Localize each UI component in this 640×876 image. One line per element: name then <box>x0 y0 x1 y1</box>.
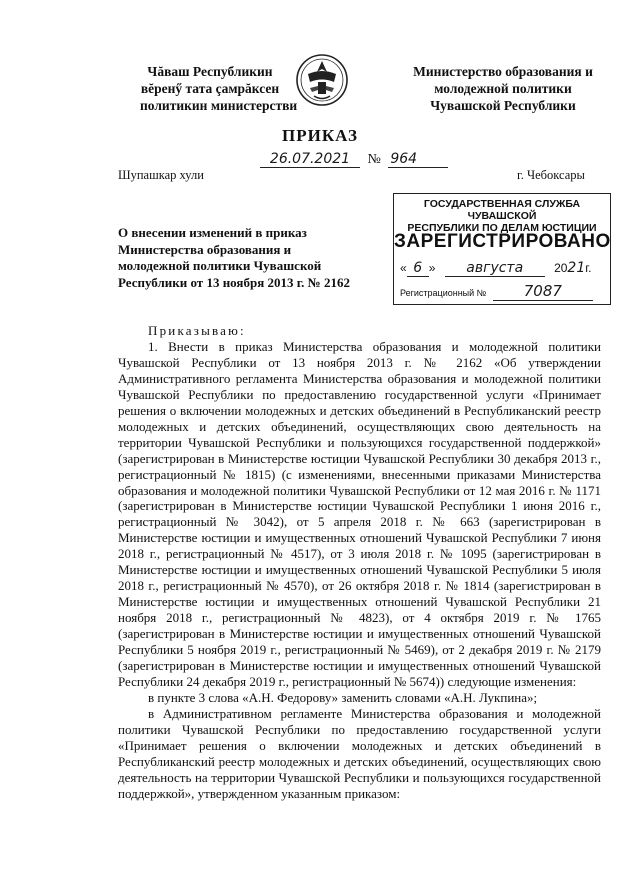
stamp-reg-label: Регистрационный № <box>400 288 487 298</box>
subject-line: молодежной политики Чувашской <box>118 258 322 273</box>
stamp-year-prefix: 20 <box>554 261 568 275</box>
ministry-name-chuvash-line: Чăваш Республикин <box>147 64 273 79</box>
stamp-date <box>400 260 592 277</box>
order-date-number <box>260 151 448 168</box>
body-paragraph-2: в пункте 3 слова «А.Н. Федорову» заменить словами «А.Н. Лукпина»; <box>148 689 538 705</box>
stamp-reg-number: 7087 <box>493 282 593 301</box>
stamp-day: 6 <box>407 260 429 277</box>
ministry-name-chuvash-line: политикин министерстви <box>140 98 298 113</box>
stamp-registered-label: ЗАРЕГИСТРИРОВАНО <box>394 231 611 252</box>
ministry-name-chuvash <box>140 63 298 114</box>
stamp-close-quote: » <box>428 261 436 275</box>
stamp-open-quote: « <box>400 261 407 275</box>
stamp-organization-line: РЕСПУБЛИКИ ПО ДЕЛАМ ЮСТИЦИИ <box>407 222 597 234</box>
order-directive: Приказываю: <box>148 323 246 338</box>
place-russian: г. Чебоксары <box>517 168 585 182</box>
coat-of-arms-emblem <box>294 52 350 108</box>
stamp-registration-line <box>400 282 593 301</box>
subject-line: О внесении изменений в приказ <box>118 225 307 240</box>
registration-stamp <box>393 193 611 305</box>
order-subject <box>118 225 364 291</box>
place-chuvash: Шупашкар хули <box>118 168 204 182</box>
order-date: 26.07.2021 <box>260 151 360 168</box>
stamp-organization-line: ГОСУДАРСТВЕННАЯ СЛУЖБА ЧУВАШСКОЙ <box>423 198 581 222</box>
order-body <box>118 323 601 802</box>
stamp-year-unit: г. <box>585 261 592 275</box>
ministry-name-russian <box>410 63 596 114</box>
body-paragraph-1: 1. Внести в приказ Министерства образования и молодежной политики Чувашской Республики от 13 ноября 2013 г. № 2162 «Об утверждении Административного регламента Министерства образования и молодежной политики Чувашской Республики по предоставлению государственной услуги «Принимает решения о включении молодежных и детских объединений в Республиканский реестр молодежных и детских объединений, осуществляющих свою деятельность на территории Чувашской Республики и пользующихся государственной поддержкой» (зарегистрирован в Министерстве юстиции Чувашской Республики 30 декабря 2013 г., регистрационный № 1815) (с изменениями, внесенными приказами Министерства образования и молодежной политики Чувашской Республики от 12 мая 2016 г. № 1171 (зарегистрирован в Министерстве юстиции Чувашской Республики 1 июня 2016 г., регистрационный № 3042), от 5 апреля 2018 г. № 663 (зарегистрирован в Министерстве юстиции и имущественных отношений Чувашской Республики 7 июня 2018 г., регистрационный № 4517), от 3 июля 2018 г. № 1095 (зарегистрирован в Министерстве юстиции и имущественных отношений Чувашской Республики 5 июля 2018 г., регистрационный № 4570), от 26 октября 2018 г. № 1814 (зарегистрирован в Министерстве юстиции и имущественных отношений Чувашской Республики 21 ноября 2018 г., регистрационный № 4823), от 4 октября 2019 г. № 1765 (зарегистрирован в Министерстве юстиции и имущественных отношений Чувашской Республики 5 ноября 2019 г., регистрационный № 5469), от 2 декабря 2019 г. № 2179 (зарегистрирован в Министерстве юстиции и имущественных отношений Чувашской Республики 24 декабря 2019 г., регистрационный № 5674)) следующие изменения: <box>118 338 601 689</box>
stamp-year-suffix: 21 <box>567 260 586 276</box>
ministry-name-chuvash-line: вĕренӳ тата çамрăксен <box>140 81 280 96</box>
ministry-name-russian-line: Чувашской Республики <box>430 98 576 113</box>
ministry-name-russian-line: молодежной политики <box>434 81 572 96</box>
subject-line: Республики от 13 ноября 2013 г. № 2162 <box>118 274 350 290</box>
stamp-month: августа <box>445 260 545 277</box>
ministry-name-russian-line: Министерство образования и <box>413 64 593 79</box>
stamp-organization <box>394 198 610 234</box>
subject-line: Министерства образования и <box>118 241 292 257</box>
number-sign: № <box>367 152 381 167</box>
document-title: ПРИКАЗ <box>282 126 358 145</box>
body-paragraph-3: в Административном регламенте Министерства образования и молодежной политики Чувашской Республики по предоставлению государственной услуги «Принимает решения о включении молодежных и детских объединений в Республиканский реестр молодежных и детских объединений, осуществляющих свою деятельность на территории Чувашской Республики и пользующихся государственной поддержкой», утвержденном указанным приказом: <box>118 705 601 801</box>
order-number: 964 <box>388 151 448 168</box>
